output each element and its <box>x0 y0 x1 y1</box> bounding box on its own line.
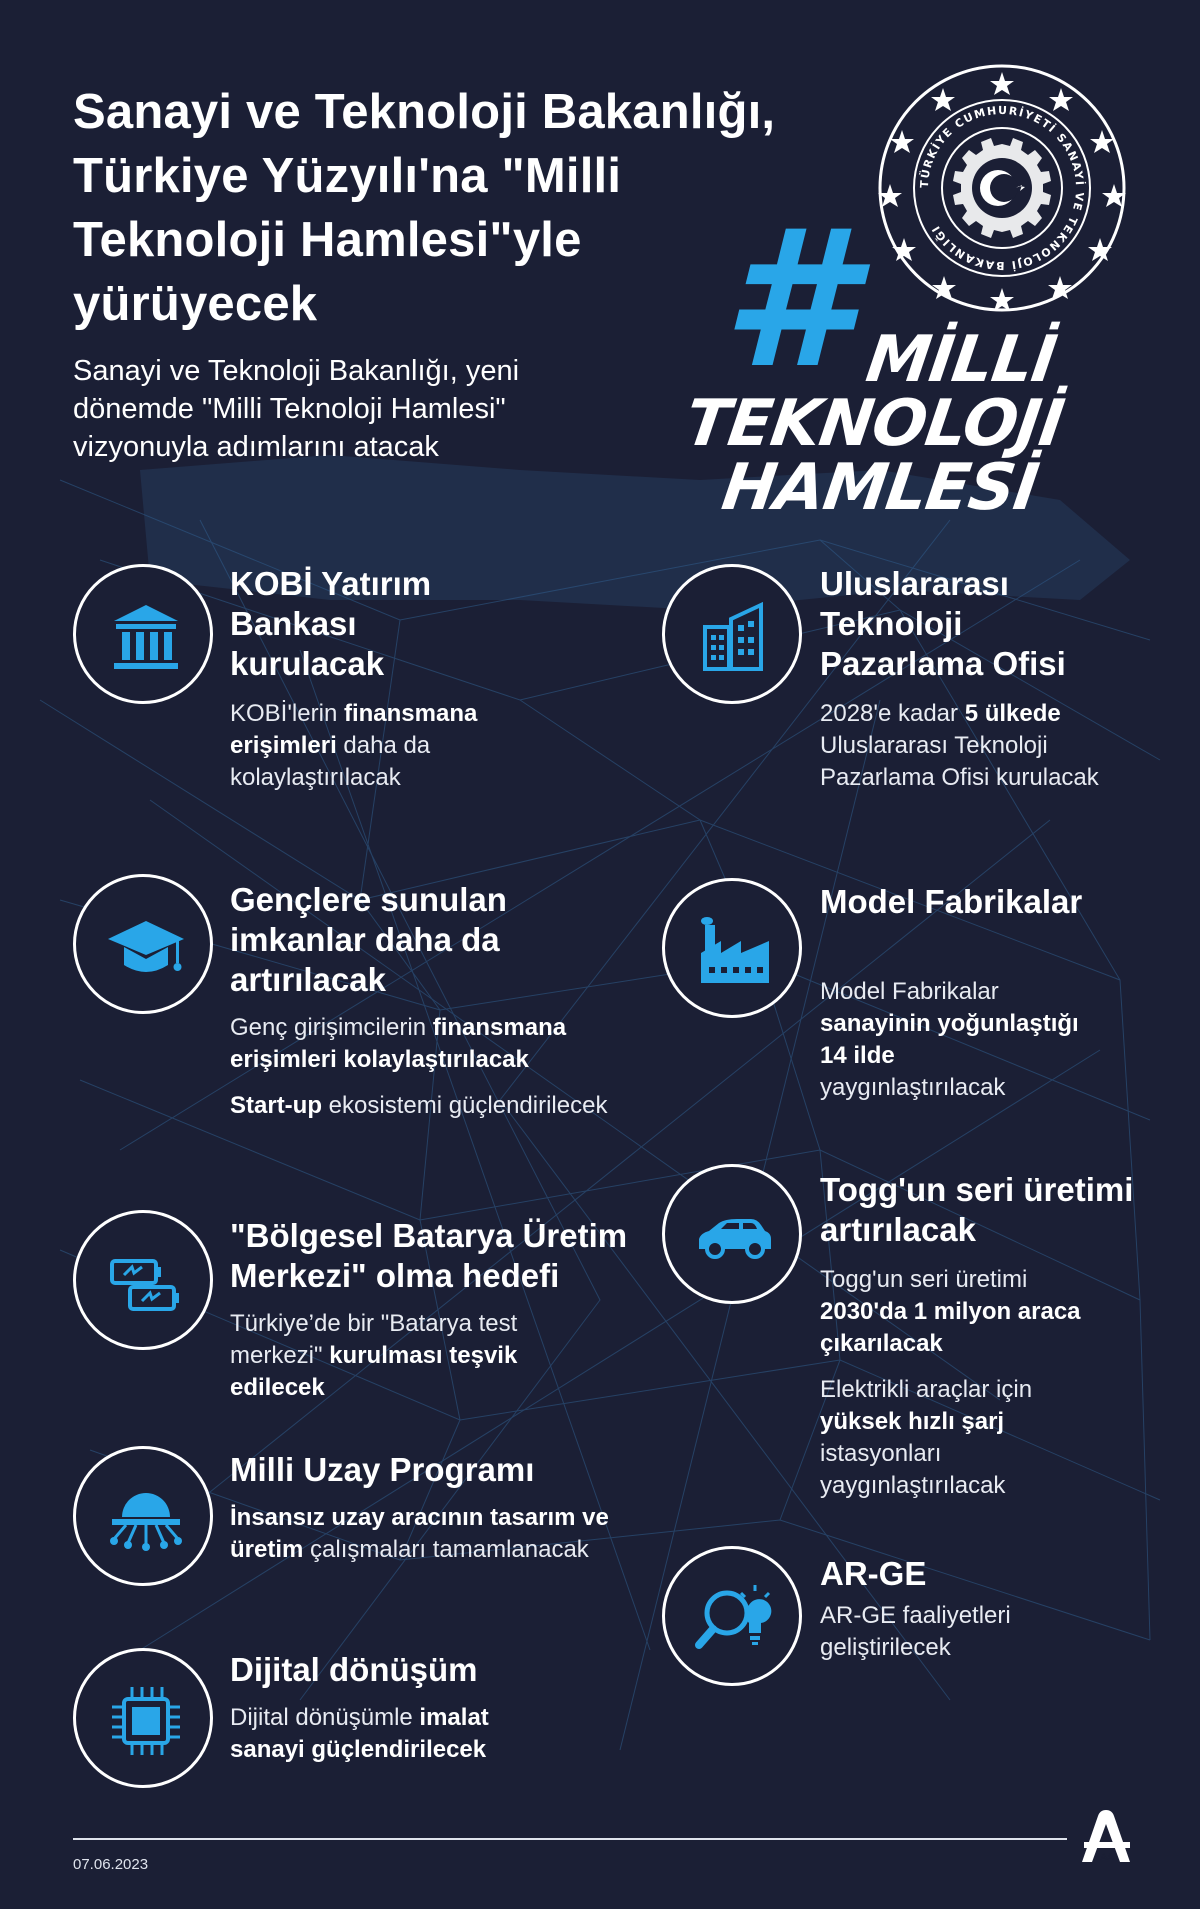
factory-icon <box>695 911 775 991</box>
dijital-title: Dijital dönüşüm <box>230 1651 478 1688</box>
ministry-seal-icon <box>876 62 1128 314</box>
aa-logo-text: AA <box>1100 1852 1114 1863</box>
footer-divider <box>73 1838 1067 1840</box>
gencler-title: Gençlere sunulan imkanlar daha da artırılacak <box>230 881 507 998</box>
arge-title: AR-GE <box>820 1555 927 1592</box>
kobi-icon-circle <box>73 564 213 704</box>
page-subtitle: Sanayi ve Teknoloji Bakanlığı, yeni dönemde "Milli Teknoloji Hamlesi" vizyonuyla adımlarını atacak <box>73 355 520 463</box>
togg-title: Togg'un seri üretimi artırılacak <box>820 1171 1134 1248</box>
fabrika-text: Model Fabrikalar sanayinin yoğunlaştığı 14 ilde yaygınlaştırılacak <box>820 978 1079 1101</box>
battery-icon <box>106 1243 186 1323</box>
kobi-text: KOBİ'lerin finansmana erişimleri daha da kolaylaştırılacak <box>230 700 478 791</box>
arge-text: AR-GE faaliyetleri geliştirilecek <box>820 1602 1011 1661</box>
togg-text: Togg'un seri üretimi 2030'da 1 milyon araca çıkarılacak Elektrikli araçlar için yüksek hızlı şarj istasyonları yaygınlaştırılacak <box>820 1266 1081 1499</box>
pazarlama-title: Uluslararası Teknoloji Pazarlama Ofisi <box>820 565 1066 682</box>
brand-line-1: MİLLİ <box>861 323 1061 397</box>
pazarlama-icon-circle <box>662 564 802 704</box>
brand-line-2: TEKNOLOJİ <box>680 387 1068 461</box>
pazarlama-text: 2028'e kadar 5 ülkede Uluslararası Teknoloji Pazarlama Ofisi kurulacak <box>820 700 1099 791</box>
uzay-text: İnsansız uzay aracının tasarım ve üretim çalışmaları tamamlanacak <box>230 1504 609 1563</box>
batarya-title: "Bölgesel Batarya Üretim Merkezi" olma hedefi <box>230 1217 628 1294</box>
satellite-icon <box>106 1479 186 1559</box>
fabrika-title: Model Fabrikalar <box>820 883 1083 920</box>
bank-icon <box>106 597 186 677</box>
magnifier-lightbulb-icon <box>695 1579 775 1659</box>
togg-icon-circle <box>662 1164 802 1304</box>
gencler-text: Genç girişimcilerin finansmana erişimleri kolaylaştırılacak Start-up ekosistemi güçlendirilecek <box>230 1014 608 1119</box>
building-icon <box>695 597 775 677</box>
arge-icon-circle <box>662 1546 802 1686</box>
page-title: Sanayi ve Teknoloji Bakanlığı, Türkiye Yüzyılı'na "Milli Teknoloji Hamlesi"yle yürüyecek <box>73 85 776 331</box>
brand-wordmark <box>673 323 1068 525</box>
uzay-title: Milli Uzay Programı <box>230 1451 535 1488</box>
footer-date: 07.06.2023 <box>73 1856 149 1873</box>
gencler-icon-circle <box>73 874 213 1014</box>
batarya-text: Türkiye’de bir "Batarya test merkezi" kurulması teşvik edilecek <box>230 1310 518 1401</box>
dijital-text: Dijital dönüşümle imalat sanayi güçlendirilecek <box>230 1704 489 1763</box>
fabrika-icon-circle <box>662 878 802 1018</box>
seal-ring-text: TÜRKİYE CUMHURİYETİ SANAYİ VE TEKNOLOJİ BAKANLIĞI <box>917 103 1087 273</box>
aa-logo-icon <box>1078 1808 1136 1864</box>
brand-line-3: HAMLESİ <box>717 451 1043 525</box>
hashtag-mark: # <box>722 189 855 410</box>
kobi-title: KOBİ Yatırım Bankası kurulacak <box>230 565 432 682</box>
batarya-icon-circle <box>73 1210 213 1350</box>
uzay-icon-circle <box>73 1446 213 1586</box>
graduation-cap-icon <box>106 907 186 987</box>
dijital-icon-circle <box>73 1648 213 1788</box>
car-icon <box>695 1197 775 1277</box>
chip-icon <box>106 1681 186 1761</box>
